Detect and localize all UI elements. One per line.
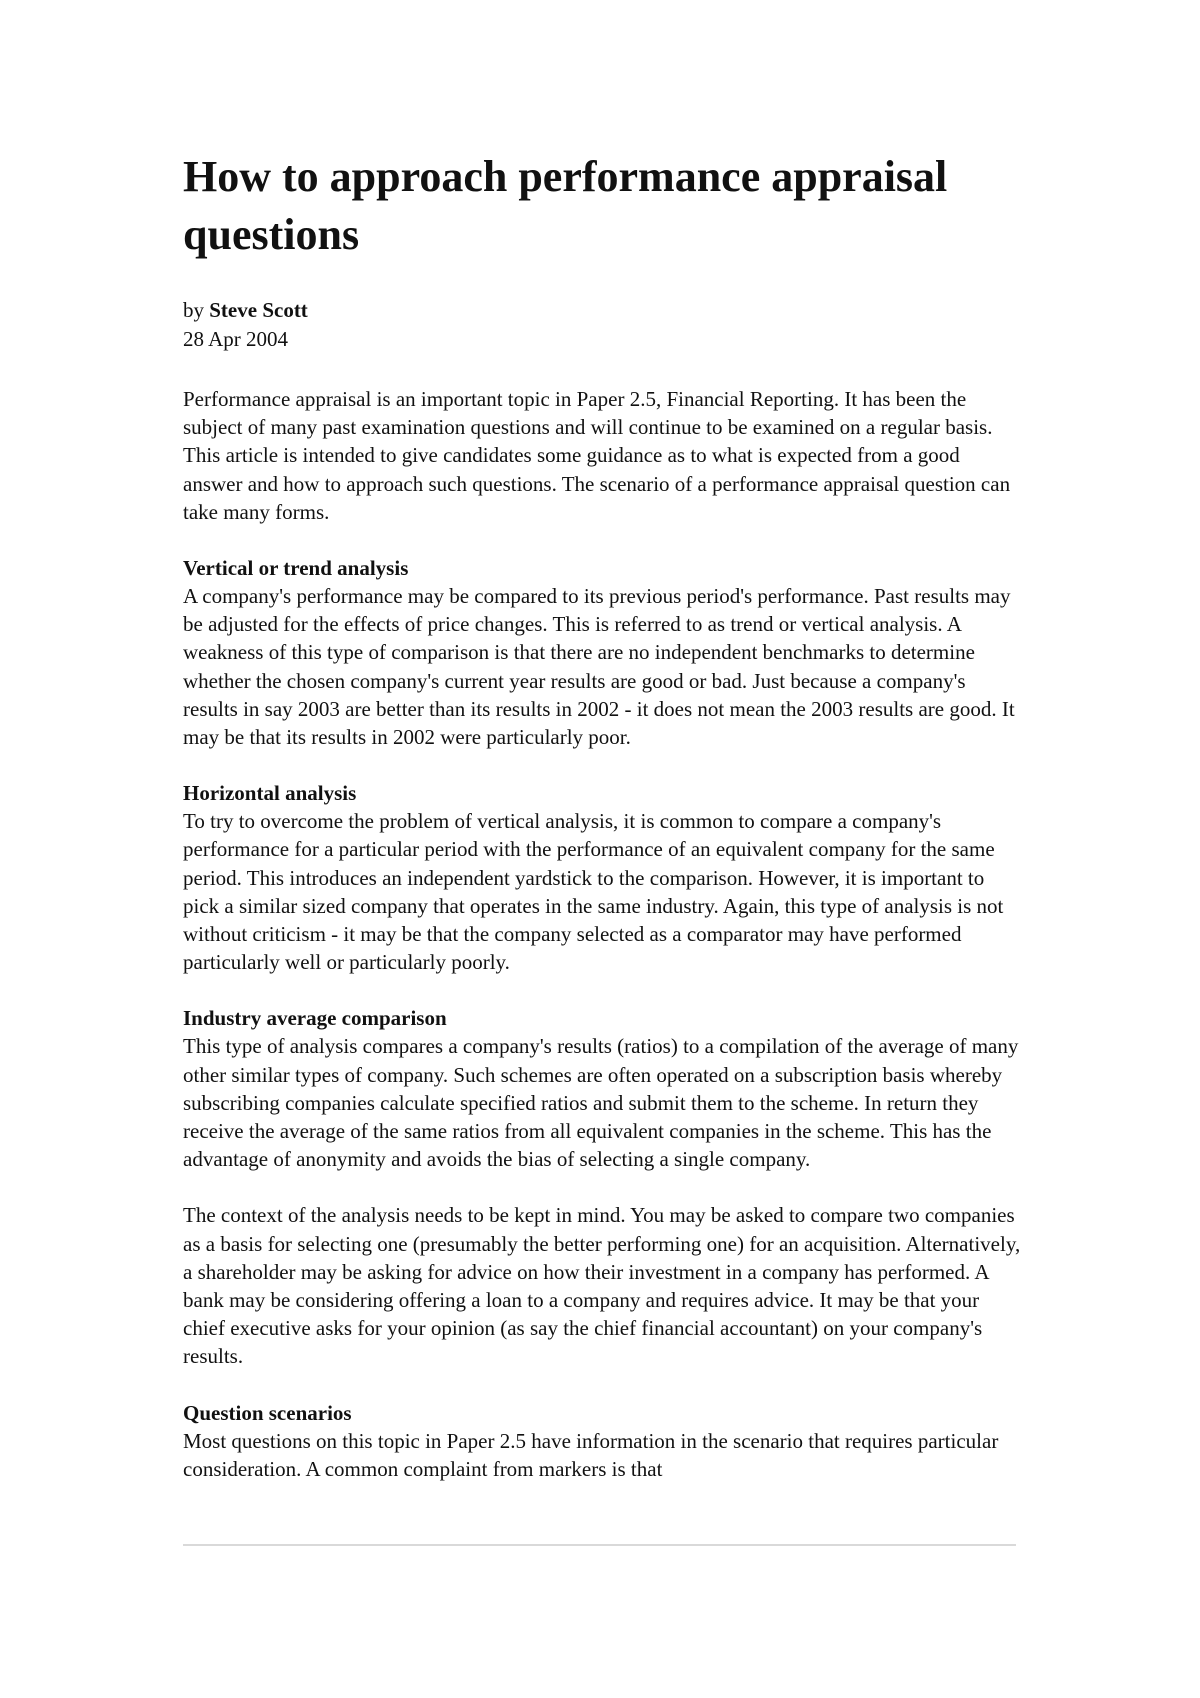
section-body: This type of analysis compares a company's results (ratios) to a compilation of the average of many other similar types of company. Such schemes are often operated on a subscription basis whereby subscribing companies calculate specified ratios and submit them to the scheme. In return they receive the average of the same ratios from all equivalent companies in the scheme. This has the advantage of anonymity and avoids the bias of selecting a single company. <box>183 1034 1019 1172</box>
article-title: How to approach performance appraisal questions <box>183 152 948 259</box>
intro-section <box>183 385 1023 526</box>
author-name: Steve Scott <box>209 298 308 322</box>
intro-paragraph: Performance appraisal is an important topic in Paper 2.5, Financial Reporting. It has been the subject of many past examination questions and will continue to be examined on a regular basis. This article is intended to give candidates some guidance as to what is expected from a good answer and how to approach such questions. The scenario of a performance appraisal question can take many forms. <box>183 387 1011 524</box>
section-vertical-analysis <box>183 554 1023 751</box>
section-context <box>183 1201 1023 1370</box>
section-question-scenarios <box>183 1399 1023 1483</box>
section-body: The context of the analysis needs to be kept in mind. You may be asked to compare two companies as a basis for selecting one (presumably the better performing one) for an acquisition. Alternatively, a shareholder may be asking for advice on how their investment in a company has performed. A bank may be considering offering a loan to a company and requires advice. It may be that your chief executive asks for your opinion (as say the chief financial accountant) on your company's results. <box>183 1203 1021 1369</box>
section-heading: Industry average comparison <box>183 1006 447 1031</box>
section-horizontal-analysis <box>183 779 1023 976</box>
section-industry-average <box>183 1004 1023 1173</box>
section-heading: Horizontal analysis <box>183 781 357 806</box>
page-cutoff-divider <box>183 1544 1016 1546</box>
byline-prefix: by <box>183 298 204 322</box>
section-body: To try to overcome the problem of vertical analysis, it is common to compare a company's performance for a particular period with the performance of an equivalent company for the same period. This introduces an independent yardstick to the comparison. However, it is important to pick a similar sized company that operates in the same industry. Again, this type of analysis is not without criticism - it may be that the company selected as a comparator may have performed particularly well or particularly poorly. <box>183 809 1004 975</box>
section-body: A company's performance may be compared to its previous period's performance. Past results may be adjusted for the effects of price changes. This is referred to as trend or vertical analysis. A weakness of this type of comparison is that there are no independent benchmarks to determine whether the chosen company's current year results are good or bad. Just because a company's results in say 2003 are better than its results in 2002 - it does not mean the 2003 results are good. It may be that its results in 2002 were particularly poor. <box>183 584 1015 750</box>
section-heading: Question scenarios <box>183 1400 352 1425</box>
byline <box>183 296 1023 354</box>
article <box>183 148 1023 1483</box>
publish-date: 28 Apr 2004 <box>183 327 288 351</box>
section-body: Most questions on this topic in Paper 2.5 have information in the scenario that requires particular consideration. A common complaint from markers is that <box>183 1428 999 1481</box>
section-heading: Vertical or trend analysis <box>183 556 409 581</box>
author-line <box>183 296 1023 325</box>
